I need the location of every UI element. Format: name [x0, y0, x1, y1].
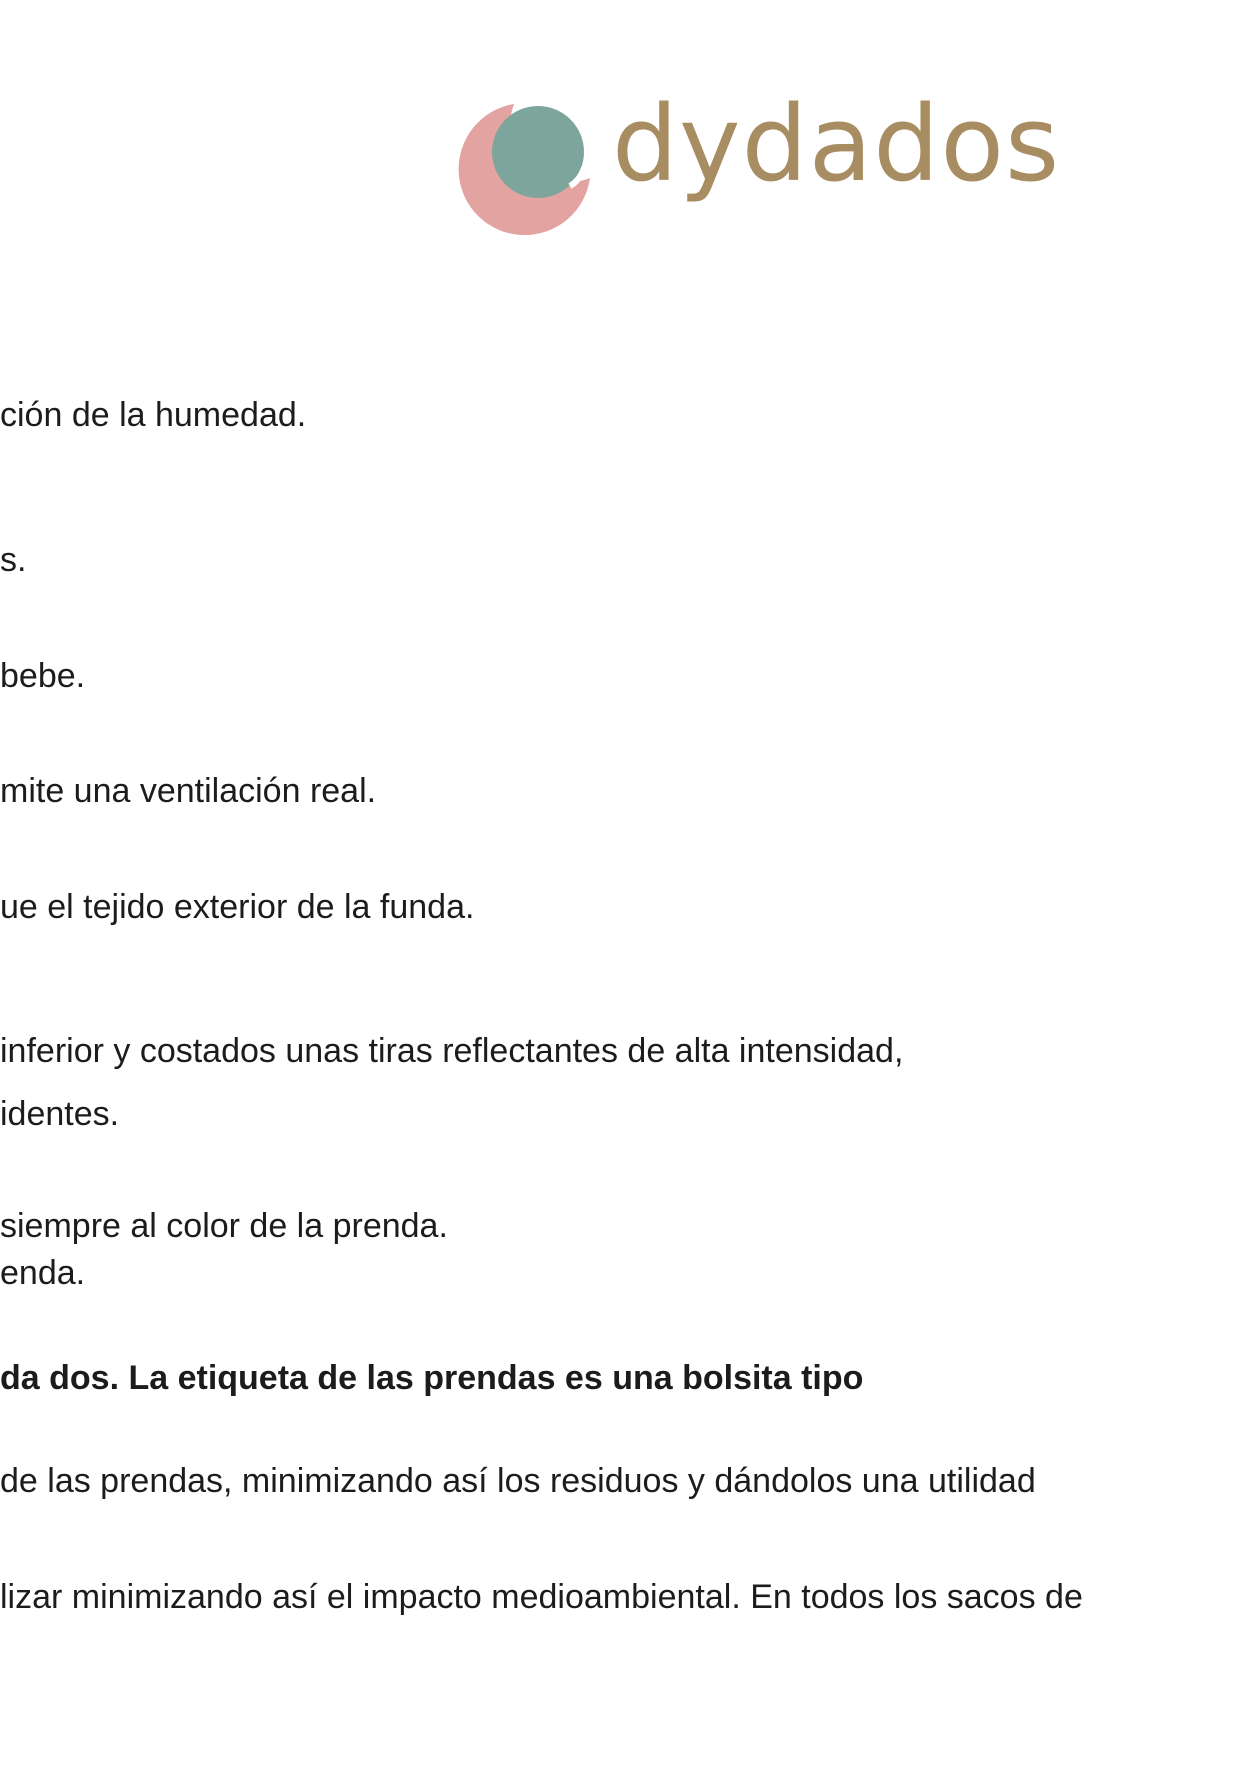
text-line: ue el tejido exterior de la funda. — [0, 888, 475, 926]
text-line: siempre al color de la prenda. — [0, 1207, 448, 1245]
text-line: s. — [0, 541, 27, 579]
text-line: ción de la humedad. — [0, 396, 307, 434]
text-line: mite una ventilación real. — [0, 772, 377, 810]
brand-wordmark: dydados — [612, 83, 1061, 205]
text-line: enda. — [0, 1254, 86, 1292]
text-line: identes. — [0, 1095, 120, 1133]
moon-and-circle-logo-icon — [452, 100, 602, 235]
bold-text-line: da dos. La etiqueta de las prendas es una bolsita tipo — [0, 1359, 864, 1397]
text-line: lizar minimizando así el impacto medioambiental. En todos los sacos de — [0, 1578, 1083, 1616]
text-line: bebe. — [0, 657, 86, 695]
text-line: inferior y costados unas tiras reflectantes de alta intensidad, — [0, 1032, 904, 1070]
brand-logo — [452, 83, 1112, 235]
text-line: de las prendas, minimizando así los residuos y dándolos una utilidad — [0, 1462, 1036, 1500]
